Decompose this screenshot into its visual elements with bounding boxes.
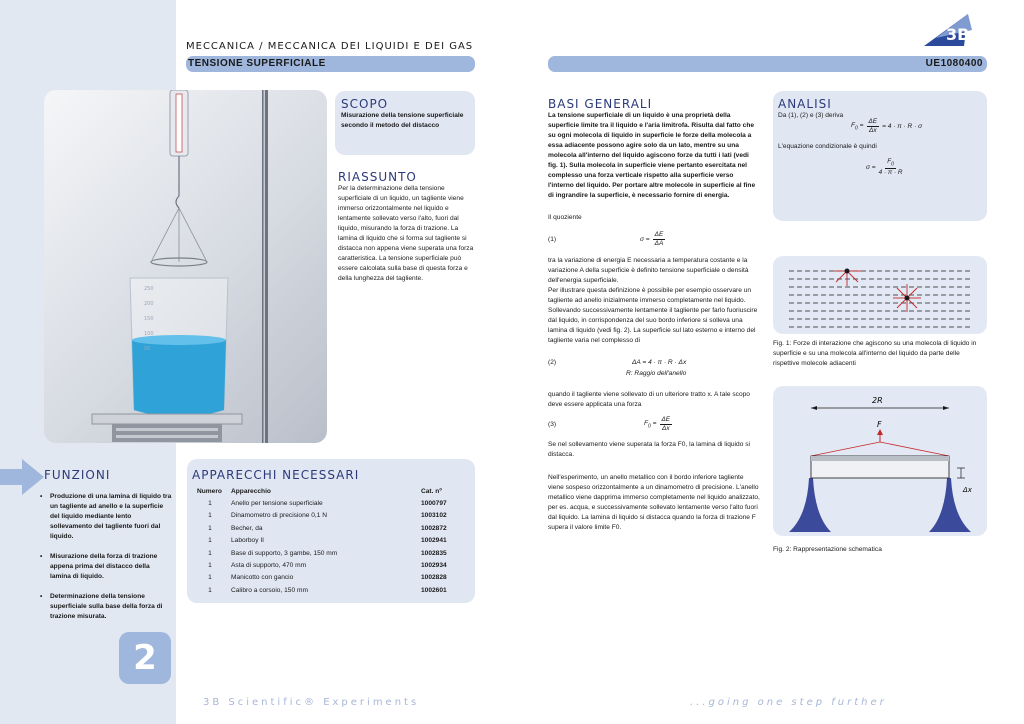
fig2-panel	[773, 386, 987, 536]
apparecchi-title: APPARECCHI NECESSARI	[192, 468, 360, 482]
basi-p6: Nell'esperimento, un anello metallico con il bordo inferiore tagliente viene sospeso orizzontalmente a un dinamometro di precisione. L'anello metallico viene dapprima immerso completamente nel liquido analizzato, per es. acqua, e successivamente sollevato lentamente verso l'alto fuori dal liquido. La lamina di liquido si distacca quando la forza di trazione F supera il valore limite F0.	[548, 474, 760, 531]
column-header: Numero	[197, 487, 222, 495]
label-2r: 2R	[872, 396, 883, 405]
table-row: 1 Calibro a corsoio, 150 mm 1002601	[208, 586, 447, 594]
table-row: 1 Dinamometro di precisione 0,1 N 1003102	[208, 512, 447, 520]
eq3-number: (3)	[548, 421, 557, 428]
analisi-equation-a: $F_0$ = $\frac{\Delta E}{\Delta x}$ = 4 · π · R · σ	[851, 118, 923, 134]
table-row: 1 Becher, da 1002872	[208, 524, 447, 532]
basi-p2: tra la variazione di energia E necessaria a temperatura costante e la variazione A della superficie è definito tensione superficiale o densità dell'energia superficiale.	[548, 257, 749, 284]
table-row: 1 Laborboy II 1002941	[208, 537, 447, 545]
eq2-note: R: Raggio dell'anello	[626, 370, 687, 377]
scopo-title: SCOPO	[341, 97, 389, 111]
table-row: 1 Base di supporto, 3 gambe, 150 mm 1002835	[208, 549, 447, 557]
page-number-badge	[119, 632, 171, 684]
svg-text:50: 50	[144, 346, 151, 352]
table-row: 1 Asta di supporto, 470 mm 1002934	[208, 562, 447, 570]
arrow-icon	[0, 459, 44, 500]
eq1-text	[700, 238, 705, 239]
fig2-caption: Fig. 2: Rappresentazione schematica	[773, 546, 882, 553]
svg-text:200: 200	[144, 301, 154, 307]
analisi-eq-a-text	[940, 125, 951, 126]
riassunto-title: RIASSUNTO	[338, 170, 417, 184]
footer-right: ...going one step further	[690, 697, 887, 708]
page-number: 2	[133, 638, 157, 678]
eq2-number: (2)	[548, 359, 557, 366]
equation-3: $F_0$ = $\frac{\Delta E}{\Delta x}$	[644, 416, 671, 432]
funzioni-title: FUNZIONI	[44, 468, 111, 482]
category-breadcrumb: MECCANICA / MECCANICA DEI LIQUIDI E DEI GAS	[186, 41, 474, 52]
analisi-title: ANALISI	[778, 97, 832, 111]
basi-p5: Se nel sollevamento viene superata la forza F0, la lamina di liquido si distacca.	[548, 441, 750, 458]
label-f: F	[877, 420, 882, 429]
funzioni-item: • Determinazione della tensione superficiale sulla base della forza di trazione misurata.	[40, 592, 172, 622]
experiment-photo	[44, 90, 327, 443]
fig2-diagram	[773, 386, 987, 536]
eq3-text	[700, 423, 706, 424]
funzioni-list	[40, 492, 172, 632]
logo-text: 3B	[946, 25, 970, 44]
equation-1: σ = $\frac{\Delta E}{\Delta A}$	[640, 231, 664, 247]
svg-text:100: 100	[144, 331, 154, 337]
table-row: 1 Manicotto con gancio 1002828	[208, 574, 447, 582]
basi-title: BASI GENERALI	[548, 97, 653, 111]
funzioni-item: • Misurazione della forza di trazione appena prima del distacco della lamina di liquido.	[40, 552, 172, 582]
equation-2: ΔA = 4 · π · R · Δx	[632, 359, 687, 366]
basi-p3: Per illustrare questa definizione è possibile per esempio osservare un tagliente ad anello inizialmente immerso completamente nel liquido. Sollevando successivamente lentamente il tagliente per farlo fuoriuscire dal liquido, in corrispondenza del suo bordo inferiore si solleva una lamina di liquido (vedi fig. 2). La superficie sul lato esterno e interno del tagliente varia nel complesso di	[548, 287, 758, 344]
analisi-line1: Da (1), (2) e (3) deriva	[778, 112, 844, 119]
basi-p4: quando il tagliente viene sollevato di un ulteriore tratto x. A tale scopo deve essere applicata una forza	[548, 391, 750, 408]
liquid-film-left	[789, 478, 831, 532]
footer-left: 3B Scientific® Experiments	[203, 697, 420, 708]
fig1-diagram	[773, 256, 987, 334]
page-title: TENSIONE SUPERFICIALE	[188, 58, 326, 69]
scopo-text: Misurazione della tensione superficiale secondo il metodo del distacco	[341, 112, 464, 129]
svg-text:150: 150	[144, 316, 154, 322]
svg-text:250: 250	[144, 286, 154, 292]
riassunto-text: Per la determinazione della tensione superficiale di un liquido, un tagliente viene immerso orizzontalmente nel liquido e lentamente sollevato verso l'alto, fuori dal liquido, misurando la forza di trazione. La lamina di liquido che si forma sul tagliente si distacca non appena viene superata una forza caratteristica. La tensione superficiale può essere calcolata sulla base di questa forza e della lunghezza del tagliente.	[338, 185, 474, 282]
basi-quoziente: Il quoziente	[548, 214, 582, 221]
apparecchi-table	[193, 485, 469, 597]
analisi-line2: L'equazione condizionale è quindi	[778, 143, 877, 150]
analisi-eq-b-text	[940, 165, 948, 166]
label-dx: Δx	[963, 486, 972, 494]
column-header: Cat. nº	[421, 487, 442, 495]
table-header-row	[193, 485, 469, 497]
funzioni-item: • Produzione di una lamina di liquido tra un tagliente ad anello e la superficie del liquido mediante lento sollevamento del tagliente fuori dal liquido.	[40, 492, 172, 542]
experiment-code: UE1080400	[925, 58, 983, 69]
analisi-equation-b: σ = $\frac{F_0}{4 \cdot \pi \cdot R}$	[866, 158, 903, 177]
table-row: 1 Anello per tensione superficiale 1000797	[208, 500, 447, 508]
fig1-caption: Fig. 1: Forze di interazione che agiscono su una molecola di liquido in superficie e su una molecola all'interno del liquido da parte delle rispettive molecole adiacenti	[773, 340, 977, 367]
logo	[918, 10, 988, 50]
title-bar	[186, 56, 475, 72]
basi-intro: La tensione superficiale di un liquido è una proprietà della superficie limite tra il liquido e l'aria limitrofa. Risulta dal fatto che su ogni molecola di liquido in superficie le forze della molecola a essa adiacente possono agire solo da un lato, mentre su una molecola all'interno del liquido agiscono forze da tutti i lati (vedi fig. 1). Sulla molecola in superficie viene pertanto esercitata nel complesso una forza verticale rispetto alla superficie verso l'interno del liquido. Per portare altre molecole in superficie al fine di ingrandire la superficie, è necessario fornire di energia.	[548, 112, 756, 199]
fig1-panel	[773, 256, 987, 334]
code-bar	[548, 56, 987, 72]
column-header: Apparecchio	[231, 487, 271, 495]
eq1-number: (1)	[548, 236, 557, 243]
